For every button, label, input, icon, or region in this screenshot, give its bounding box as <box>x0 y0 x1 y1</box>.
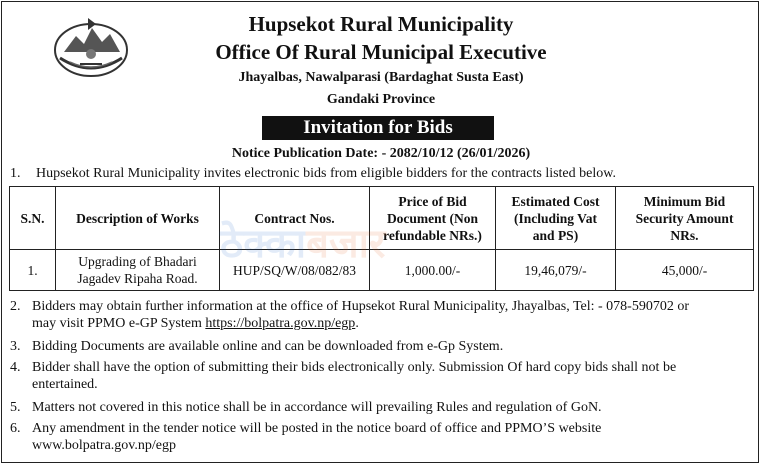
paragraph-text: . <box>355 316 359 331</box>
paragraph-number: 3. <box>10 339 21 354</box>
paragraph-text: Matters not covered in this notice shall be in accordance will prevailing Rules and regulation of GoN. <box>32 400 602 415</box>
cell-description <box>56 250 220 291</box>
header-price-line: Document (Non <box>386 210 479 226</box>
header-security <box>616 187 754 250</box>
header-cost-line: and PS) <box>532 227 579 243</box>
address: Jhayalbas, Nawalparasi (Bardaghat Susta East) <box>238 70 524 85</box>
header-security-line: NRs. <box>670 227 699 243</box>
paragraph-text: Bidding Documents are available online and can be downloaded from e-Gp System. <box>32 339 504 354</box>
paragraph-number: 2. <box>10 299 21 314</box>
cell-description-line: Upgrading of Bhadari <box>78 254 197 269</box>
paragraph-text: Any amendment in the tender notice will be posted in the notice board of office and PPMO’S website <box>32 421 602 436</box>
paragraph-3 <box>10 338 752 355</box>
header-cost-line: Estimated Cost <box>511 193 600 209</box>
cell-price: 1,000.00/- <box>370 250 496 291</box>
header-security-line: Minimum Bid <box>643 193 726 209</box>
table-header-row <box>10 187 754 250</box>
cell-sn: 1. <box>10 250 56 291</box>
paragraph-2 <box>10 298 752 332</box>
org-name: Hupsekot Rural Municipality <box>248 12 514 36</box>
cell-description-line: Jagadev Ripaha Road. <box>77 271 198 286</box>
paragraph-number: 5. <box>10 400 21 415</box>
watermark-text: ठेक्का <box>220 221 307 267</box>
paragraph-number: 4. <box>10 360 21 375</box>
office-name: Office Of Rural Municipal Executive <box>215 40 547 64</box>
paragraph-continuation: entertained. <box>32 377 98 392</box>
header-contract: Contract Nos. <box>220 187 370 250</box>
paragraph-continuation <box>10 315 752 332</box>
header-price-line: Price of Bid <box>398 193 467 209</box>
publication-date: Notice Publication Date: - 2082/10/12 (26/01/2026) <box>231 146 531 161</box>
notice-title-banner: Invitation for Bids <box>262 116 494 140</box>
paragraph-6 <box>10 420 752 454</box>
cell-cost: 19,46,079/- <box>496 250 616 291</box>
province: Gandaki Province <box>326 92 436 107</box>
header-security-line: Security Amount <box>635 210 734 226</box>
paragraph-number: 1. <box>10 166 21 181</box>
paragraph-5 <box>10 399 752 416</box>
paragraph-4 <box>10 359 752 393</box>
header-description: Description of Works <box>56 187 220 250</box>
paragraph-number: 6. <box>10 421 21 436</box>
header-cost-line: (Including Vat <box>514 210 597 226</box>
header-price-line: refundable NRs.) <box>383 227 482 243</box>
cell-security: 45,000/- <box>616 250 754 291</box>
notice-page <box>1 1 759 463</box>
paragraph-1 <box>10 165 750 182</box>
header-price <box>370 187 496 250</box>
header-sn: S.N. <box>10 187 56 250</box>
watermark-text: बजार <box>306 221 386 267</box>
bids-table <box>9 186 754 291</box>
paragraph-text: Hupsekot Rural Municipality invites electronic bids from eligible bidders for the contracts listed below. <box>36 166 616 181</box>
paragraph-text: may visit PPMO e-GP System <box>32 316 202 331</box>
paragraph-continuation: www.bolpatra.gov.np/egp <box>32 438 176 453</box>
egp-link[interactable]: https://bolpatra.gov.np/egp <box>205 316 356 331</box>
paragraph-text: Bidder shall have the option of submitting their bids electronically only. Submission Of hard copy bids shall not be <box>32 360 677 375</box>
cell-contract: HUP/SQ/W/08/082/83 <box>220 250 370 291</box>
paragraph-text: Bidders may obtain further information at the office of Hupsekot Rural Municipality, Jhayalbas, Tel: - 078-590702 or <box>32 299 690 314</box>
table-row <box>10 250 754 291</box>
header-cost <box>496 187 616 250</box>
